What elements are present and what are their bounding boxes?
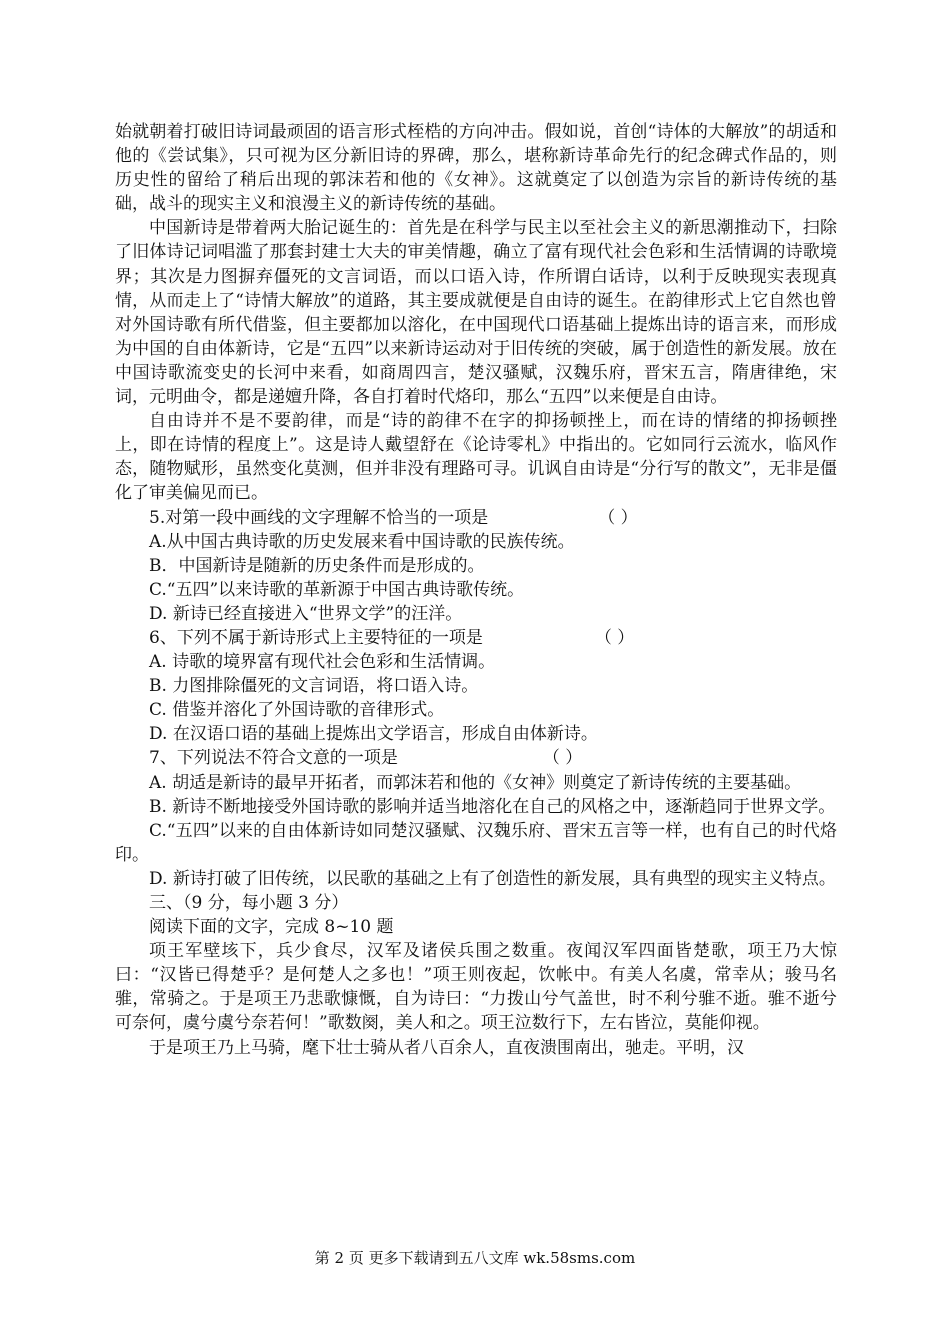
page-footer: 第 2 页 更多下载请到五八文库 wk.58sms.com xyxy=(314,1249,636,1267)
question-5-stem xyxy=(115,506,837,530)
section-3-heading: 三、（9 分，每小题 3 分） xyxy=(149,893,349,913)
question-5-text: 5.对第一段中画线的文字理解不恰当的一项是 xyxy=(149,507,489,528)
question-7-text: 7、下列说法不符合文意的一项是 xyxy=(149,748,398,769)
page-content xyxy=(115,120,837,1060)
question-6-stem xyxy=(115,626,837,650)
question-6-option-a: A. 诗歌的境界富有现代社会色彩和生活情调。 xyxy=(149,652,496,673)
question-5-option-d: D. 新诗已经直接进入“世界文学”的汪洋。 xyxy=(149,603,463,624)
question-5-option-b: B．中国新诗是随新的历史条件而是形成的。 xyxy=(149,555,485,576)
question-5 xyxy=(115,506,837,626)
question-6 xyxy=(115,626,837,746)
question-7-option-c: C.“五四”以来的自由体新诗如同楚汉骚赋、汉魏乐府、晋宋五言等一样，也有自己的时代烙印。 xyxy=(115,820,837,865)
question-7-option-a: A. 胡适是新诗的最早开拓者，而郭沫若和他的《女神》则奠定了新诗传统的主要基础。 xyxy=(149,772,802,793)
answer-bracket: （ ） xyxy=(542,748,583,769)
answer-bracket: （ ） xyxy=(594,627,635,648)
question-5-option-a: A.从中国古典诗歌的历史发展来看中国诗歌的民族传统。 xyxy=(149,531,575,552)
question-5-option-c: C.“五四”以来诗歌的革新源于中国古典诗歌传统。 xyxy=(149,579,525,600)
paragraph-free-verse: 自由诗并不是不要韵律，而是“诗的韵律不在字的抑扬顿挫上，而在诗的情绪的抑扬顿挫上，即在诗情的程度上”。这是诗人戴望舒在《论诗零札》中指出的。它如同行云流水，临风作态，随物赋形，虽然变化莫测，但并非没有理路可寻。讥讽自由诗是“分行写的散文”，无非是僵化了审美偏见而已。 xyxy=(115,411,837,504)
answer-bracket: （ ） xyxy=(598,507,638,528)
section-3-instruction: 阅读下面的文字，完成 8~10 题 xyxy=(149,917,394,938)
question-6-option-c: C. 借鉴并溶化了外国诗歌的音律形式。 xyxy=(149,700,445,721)
question-7-option-d: D. 新诗打破了旧传统，以民歌的基础之上有了创造性的新发展，具有典型的现实主义特点。 xyxy=(149,868,836,889)
paragraph-continuation: 始就朝着打破旧诗词最顽固的语言形式桎梏的方向冲击。假如说，首创“诗体的大解放”的胡适和他的《尝试集》，只可视为区分新旧诗的界碑，那么，堪称新诗革命先行的纪念碑式作品的，则历史性的留给了稍后出现的郭沫若和他的《女神》。这就奠定了以创造为宗旨的新诗传统的基础，战斗的现实主义和浪漫主义的新诗传统的基础。 xyxy=(115,122,837,215)
question-7-option-b: B. 新诗不断地接受外国诗歌的影响并适当地溶化在自己的风格之中，逐渐趋同于世界文学。 xyxy=(149,796,836,817)
paragraph-new-poetry-birthmarks: 中国新诗是带着两大胎记诞生的：首先是在科学与民主以至社会主义的新思潮推动下，扫除了旧体诗记词唱滥了那套封建士大夫的审美情趣，确立了富有现代社会色彩和生活情调的诗歌境界；其次是力图摒弃僵死的文言词语，而以口语入诗，作所谓白话诗，以利于反映现实表现真情，从而走上了“诗情大解放”的道路，其主要成就便是自由诗的诞生。在韵律形式上它自然也曾对外国诗歌有所代借鉴，但主要都加以溶化，在中国现代口语基础上提炼出诗的语言来，而形成为中国的自由体新诗，它是“五四”以来新诗运动对于旧传统的突破，属于创造性的新发展。放在中国诗歌流变史的长河中来看，如商周四言，楚汉骚赋，汉魏乐府，晋宋五言，隋唐律绝，宋词，元明曲令，都是递嬗升降，各自打着时代烙印，那么“五四”以来便是自由诗。 xyxy=(115,218,837,408)
question-6-text: 6、下列不属于新诗形式上主要特征的一项是 xyxy=(149,627,483,648)
question-6-option-d: D. 在汉语口语的基础上提炼出文学语言，形成自由体新诗。 xyxy=(149,724,598,745)
question-7 xyxy=(115,746,837,891)
question-7-stem xyxy=(115,746,837,770)
section-3 xyxy=(115,891,837,1060)
section-3-passage-paragraph: 项王军壁垓下，兵少食尽，汉军及诸侯兵围之数重。夜闻汉军四面皆楚歌，项王乃大惊曰：“汉皆已得楚乎？是何楚人之多也！”项王则夜起，饮帐中。有美人名虞，常幸从；骏马名骓，常骑之。于是项王乃悲歌慷慨，自为诗曰：“力拨山兮气盖世，时不利兮骓不逝。骓不逝兮可奈何，虞兮虞兮奈若何！”歌数阕，美人和之。项王泣数行下，左右皆泣，莫能仰视。 xyxy=(115,941,837,1034)
section-3-passage-paragraph: 于是项王乃上马骑，麾下壮士骑从者八百余人，直夜溃围南出，驰走。平明，汉 xyxy=(149,1037,744,1058)
question-6-option-b: B. 力图排除僵死的文言词语，将口语入诗。 xyxy=(149,676,479,697)
